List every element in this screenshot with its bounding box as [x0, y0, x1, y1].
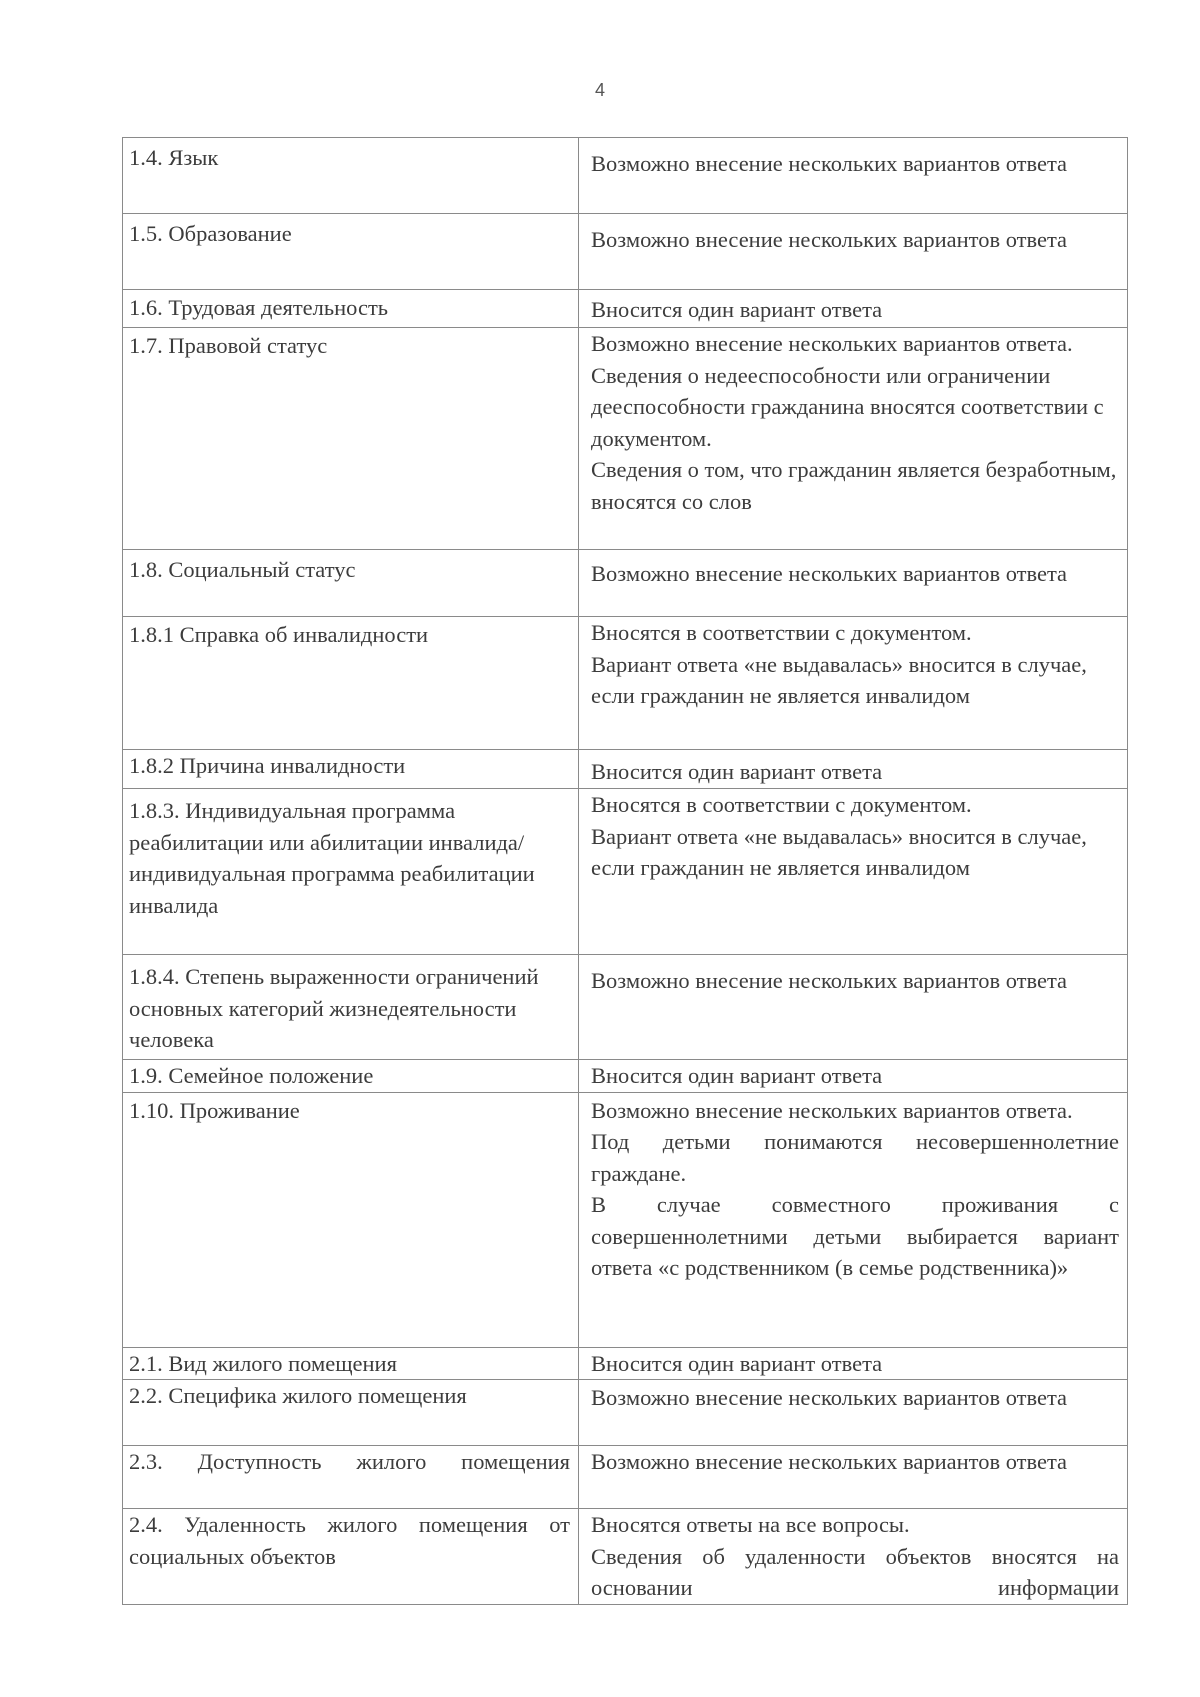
- instruction-text: Возможно внесение нескольких вариантов ответа: [591, 968, 1068, 993]
- table-row: [123, 1347, 1128, 1380]
- table-row: [123, 290, 1128, 328]
- instruction-cell: [579, 550, 1128, 617]
- instruction-text: Вносятся в соответствии с документом.: [591, 620, 972, 645]
- instruction-text: Вносится один вариант ответа: [591, 1350, 883, 1376]
- field-cell: [123, 1509, 579, 1605]
- field-label: 1.6. Трудовая деятельность: [129, 295, 389, 320]
- field-label: 1.10. Проживание: [129, 1097, 300, 1123]
- field-label: 2.3. Доступность жилого помещения: [129, 1449, 570, 1474]
- instruction-cell: [579, 1347, 1128, 1380]
- table-row: [123, 789, 1128, 955]
- instruction-cell: [579, 138, 1128, 214]
- field-label: 1.4. Язык: [129, 145, 219, 170]
- table-row: [123, 550, 1128, 617]
- instruction-cell: [579, 955, 1128, 1060]
- field-label: 2.2. Специфика жилого помещения: [129, 1383, 467, 1408]
- table-row: [123, 1509, 1128, 1605]
- instruction-text: Вариант ответа «не выдавалась» вносится в случае, если гражданин не является инвалидом: [591, 651, 1087, 708]
- instruction-cell: [579, 1092, 1128, 1347]
- instructions-table: [122, 137, 1128, 1605]
- instruction-text: Вносятся ответы на все вопросы.: [591, 1512, 910, 1537]
- table-row: [123, 750, 1128, 789]
- instruction-cell: [579, 617, 1128, 750]
- instruction-cell: [579, 328, 1128, 550]
- table-row: [123, 617, 1128, 750]
- field-cell: [123, 789, 579, 955]
- field-label: 1.8.4. Степень выраженности ограничений основных категорий жизнедеятельности человека: [129, 964, 539, 1052]
- instruction-text: Возможно внесение нескольких вариантов ответа: [591, 561, 1068, 586]
- table-row: [123, 1060, 1128, 1093]
- field-label: 1.8.3. Индивидуальная программа реабилитации или абилитации инвалида/ индивидуальная программа реабилитации инвалида: [129, 798, 535, 918]
- table-row: [123, 328, 1128, 550]
- field-label: 1.5. Образование: [129, 221, 292, 246]
- field-label: 1.7. Правовой статус: [129, 333, 328, 358]
- instruction-text: Вносятся в соответствии с документом.: [591, 792, 972, 817]
- instruction-text: Возможно внесение нескольких вариантов ответа: [591, 1385, 1068, 1410]
- instruction-text: Вносится один вариант ответа: [591, 1063, 883, 1088]
- instruction-text: Вносится один вариант ответа: [591, 759, 883, 784]
- instruction-text: Вносится один вариант ответа: [591, 297, 883, 322]
- field-cell: [123, 1446, 579, 1509]
- instruction-cell: [579, 1380, 1128, 1446]
- table-row: [123, 214, 1128, 290]
- field-cell: [123, 328, 579, 550]
- instruction-text: Возможно внесение нескольких вариантов ответа.: [591, 331, 1073, 356]
- table-row: [123, 1092, 1128, 1347]
- instruction-cell: [579, 214, 1128, 290]
- field-label: 1.8.2 Причина инвалидности: [129, 753, 406, 778]
- field-label: 2.4. Удаленность жилого помещения от социальных объектов: [129, 1512, 570, 1569]
- field-cell: [123, 1092, 579, 1347]
- table-row: [123, 138, 1128, 214]
- instruction-cell: [579, 1446, 1128, 1509]
- instruction-cell: [579, 789, 1128, 955]
- instruction-text: Возможно внесение нескольких вариантов ответа: [591, 227, 1068, 252]
- instruction-cell: [579, 1060, 1128, 1093]
- field-cell: [123, 138, 579, 214]
- field-cell: [123, 617, 579, 750]
- table-row: [123, 1446, 1128, 1509]
- instruction-text: Сведения о том, что гражданин является безработным, вносятся со слов: [591, 457, 1117, 514]
- instruction-text: Сведения о недееспособности или ограничении дееспособности гражданина вносятся соответствии с документом.: [591, 362, 1104, 451]
- instruction-text: Под детьми понимаются несовершеннолетние граждане.: [591, 1129, 1119, 1186]
- field-cell: [123, 1380, 579, 1446]
- field-cell: [123, 1060, 579, 1093]
- table-row: [123, 1380, 1128, 1446]
- field-cell: [123, 750, 579, 789]
- table-row: [123, 955, 1128, 1060]
- page-number: 4: [594, 80, 605, 100]
- field-cell: [123, 955, 579, 1060]
- instruction-text: В случае совместного проживания с совершеннолетними детьми выбирается вариант ответа «с родственником (в семье родственника)»: [591, 1192, 1119, 1280]
- instruction-text: Возможно внесение нескольких вариантов ответа: [591, 1449, 1068, 1474]
- field-label: 2.1. Вид жилого помещения: [129, 1350, 397, 1376]
- field-cell: [123, 550, 579, 617]
- field-label: 1.9. Семейное положение: [129, 1063, 374, 1088]
- instruction-cell: [579, 290, 1128, 328]
- field-label: 1.8. Социальный статус: [129, 557, 356, 582]
- instruction-text: Возможно внесение нескольких вариантов ответа.: [591, 1097, 1073, 1123]
- field-cell: [123, 290, 579, 328]
- instruction-text: Вариант ответа «не выдавалась» вносится в случае, если гражданин не является инвалидом: [591, 823, 1087, 880]
- instruction-cell: [579, 1509, 1128, 1605]
- instruction-cell: [579, 750, 1128, 789]
- instruction-text: Сведения об удаленности объектов вносятся на основании информации: [591, 1543, 1119, 1600]
- field-cell: [123, 214, 579, 290]
- field-cell: [123, 1347, 579, 1380]
- instruction-text: Возможно внесение нескольких вариантов ответа: [591, 151, 1068, 176]
- field-label: 1.8.1 Справка об инвалидности: [129, 622, 429, 647]
